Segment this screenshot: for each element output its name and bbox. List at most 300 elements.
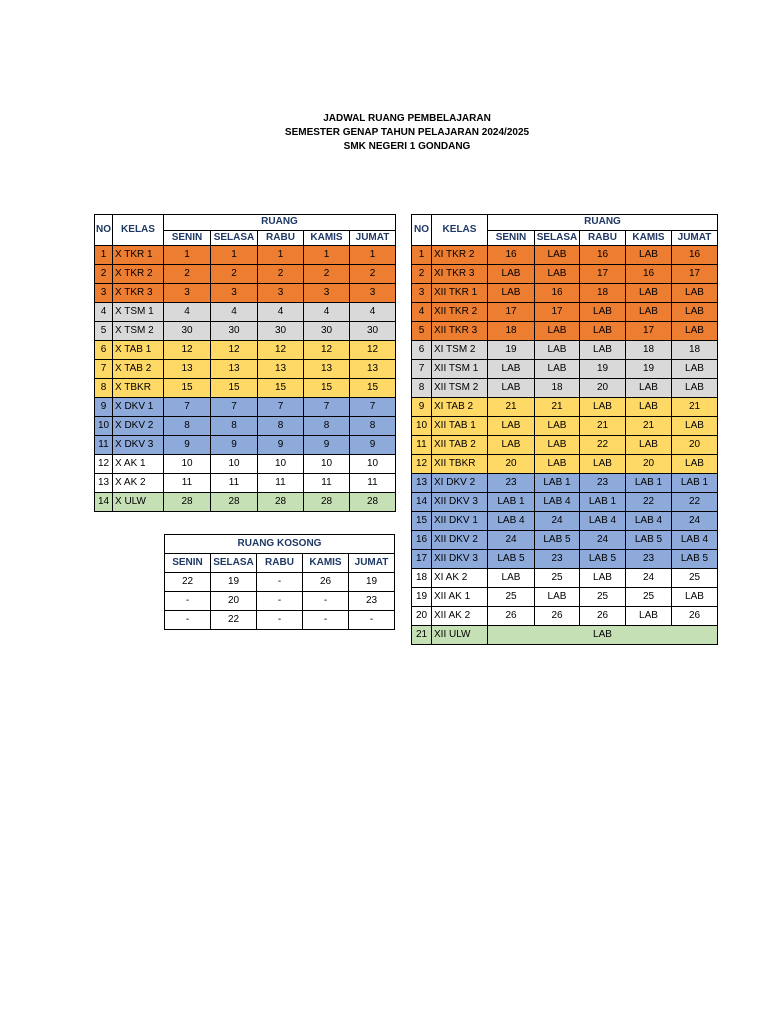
empty-room-cell: - (303, 611, 349, 630)
class-name: XII TKR 1 (432, 284, 488, 303)
header-day: KAMIS (304, 230, 350, 246)
room-cell: LAB (626, 607, 672, 626)
table-row (412, 512, 718, 531)
room-cell: LAB (580, 341, 626, 360)
table-row (95, 474, 396, 493)
room-cell: LAB (488, 626, 718, 645)
empty-room-cell: 22 (165, 573, 211, 592)
schedule-table-right (411, 214, 718, 645)
table-row (95, 379, 396, 398)
room-cell: LAB (672, 322, 718, 341)
room-cell: 3 (164, 284, 211, 303)
class-name: XII ULW (432, 626, 488, 645)
table-row (412, 284, 718, 303)
room-cell: 26 (672, 607, 718, 626)
room-cell: LAB (488, 360, 535, 379)
row-number: 19 (412, 588, 432, 607)
room-cell: LAB (535, 265, 580, 284)
room-cell: 1 (164, 246, 211, 265)
header-day: KAMIS (626, 230, 672, 246)
room-cell: 13 (350, 360, 396, 379)
class-name: XII TKR 3 (432, 322, 488, 341)
row-number: 9 (412, 398, 432, 417)
room-cell: LAB 5 (535, 531, 580, 550)
room-cell: LAB (626, 246, 672, 265)
class-name: XII DKV 3 (432, 493, 488, 512)
room-cell: 21 (580, 417, 626, 436)
room-cell: 9 (211, 436, 258, 455)
room-cell: 2 (211, 265, 258, 284)
class-name: XII AK 1 (432, 588, 488, 607)
room-cell: 24 (672, 512, 718, 531)
row-number: 1 (95, 246, 113, 265)
table-row (412, 493, 718, 512)
room-cell: 12 (350, 341, 396, 360)
room-cell: 22 (672, 493, 718, 512)
room-cell: 7 (211, 398, 258, 417)
room-cell: LAB (488, 379, 535, 398)
room-cell: 19 (488, 341, 535, 360)
header-ruang: RUANG (488, 215, 718, 231)
row-number: 12 (412, 455, 432, 474)
table-row (412, 398, 718, 417)
room-cell: 8 (304, 417, 350, 436)
row-number: 11 (412, 436, 432, 455)
room-cell: 15 (164, 379, 211, 398)
header-kelas: KELAS (113, 215, 164, 246)
table-row (412, 588, 718, 607)
room-cell: 7 (350, 398, 396, 417)
room-cell: 1 (350, 246, 396, 265)
room-cell: 10 (304, 455, 350, 474)
row-number: 4 (95, 303, 113, 322)
room-cell: 12 (164, 341, 211, 360)
table-row (412, 322, 718, 341)
room-cell: LAB (580, 322, 626, 341)
class-name: XII TAB 1 (432, 417, 488, 436)
header-kelas: KELAS (432, 215, 488, 246)
header-no: NO (412, 215, 432, 246)
room-cell: 4 (350, 303, 396, 322)
row-number: 21 (412, 626, 432, 645)
room-cell: 16 (672, 246, 718, 265)
class-name: XI TKR 2 (432, 246, 488, 265)
room-cell: LAB (488, 569, 535, 588)
room-cell: 7 (304, 398, 350, 417)
class-name: X TAB 1 (113, 341, 164, 360)
room-cell: LAB (626, 303, 672, 322)
room-cell: 10 (211, 455, 258, 474)
row-number: 10 (95, 417, 113, 436)
room-cell: LAB (535, 341, 580, 360)
room-cell: 30 (304, 322, 350, 341)
room-cell: LAB (580, 398, 626, 417)
room-cell: 11 (211, 474, 258, 493)
room-cell: 26 (580, 607, 626, 626)
empty-room-cell: - (257, 611, 303, 630)
room-cell: LAB (626, 398, 672, 417)
table-row (412, 246, 718, 265)
room-cell: LAB 4 (535, 493, 580, 512)
room-cell: 21 (672, 398, 718, 417)
room-cell: 21 (535, 398, 580, 417)
room-cell: 2 (164, 265, 211, 284)
row-number: 3 (412, 284, 432, 303)
room-cell: 13 (304, 360, 350, 379)
room-cell: 25 (488, 588, 535, 607)
room-cell: LAB (488, 417, 535, 436)
room-cell: 20 (580, 379, 626, 398)
room-cell: 15 (258, 379, 304, 398)
class-name: XII TSM 2 (432, 379, 488, 398)
room-cell: 18 (535, 379, 580, 398)
room-cell: 23 (535, 550, 580, 569)
room-cell: 13 (211, 360, 258, 379)
schedule-table-left (94, 214, 396, 512)
document-title (0, 112, 768, 154)
table-row (95, 265, 396, 284)
room-cell: 3 (304, 284, 350, 303)
room-cell: 8 (211, 417, 258, 436)
room-cell: 8 (350, 417, 396, 436)
class-name: XII DKV 1 (432, 512, 488, 531)
room-cell: 12 (304, 341, 350, 360)
empty-room-cell: - (257, 573, 303, 592)
room-cell: 2 (350, 265, 396, 284)
header-day: SENIN (488, 230, 535, 246)
table-row (412, 341, 718, 360)
room-cell: 15 (211, 379, 258, 398)
room-cell: 1 (258, 246, 304, 265)
room-cell: 12 (258, 341, 304, 360)
room-cell: 30 (350, 322, 396, 341)
room-cell: 11 (164, 474, 211, 493)
room-cell: LAB (672, 360, 718, 379)
class-name: XII DKV 2 (432, 531, 488, 550)
room-cell: 22 (580, 436, 626, 455)
room-cell: 9 (350, 436, 396, 455)
table-row (95, 322, 396, 341)
room-cell: LAB 5 (488, 550, 535, 569)
room-cell: 7 (258, 398, 304, 417)
room-cell: 17 (488, 303, 535, 322)
class-name: X TSM 1 (113, 303, 164, 322)
row-number: 4 (412, 303, 432, 322)
room-cell: LAB 1 (626, 474, 672, 493)
table-row (412, 360, 718, 379)
room-cell: 16 (535, 284, 580, 303)
room-cell: LAB (488, 436, 535, 455)
table-row (412, 417, 718, 436)
room-cell: 20 (626, 455, 672, 474)
room-cell: LAB (535, 322, 580, 341)
row-number: 8 (95, 379, 113, 398)
table-row (412, 265, 718, 284)
row-number: 12 (95, 455, 113, 474)
table-row (412, 379, 718, 398)
header-day: JUMAT (672, 230, 718, 246)
room-cell: LAB (535, 455, 580, 474)
class-name: X TKR 3 (113, 284, 164, 303)
class-name: X TKR 1 (113, 246, 164, 265)
header-ruang: RUANG (164, 215, 396, 231)
room-cell: LAB 4 (488, 512, 535, 531)
room-cell: 18 (672, 341, 718, 360)
room-cell: LAB 5 (626, 531, 672, 550)
room-cell: 3 (211, 284, 258, 303)
room-cell: 25 (672, 569, 718, 588)
table-row (95, 341, 396, 360)
empty-rooms-table (164, 534, 395, 630)
row-number: 9 (95, 398, 113, 417)
class-name: XII DKV 3 (432, 550, 488, 569)
table-row (412, 436, 718, 455)
row-number: 11 (95, 436, 113, 455)
class-name: X DKV 3 (113, 436, 164, 455)
room-cell: LAB (535, 436, 580, 455)
room-cell: 26 (488, 607, 535, 626)
table-row (165, 611, 395, 630)
room-cell: 20 (488, 455, 535, 474)
room-cell: 25 (535, 569, 580, 588)
row-number: 3 (95, 284, 113, 303)
table-row (95, 246, 396, 265)
room-cell: 8 (164, 417, 211, 436)
room-cell: 1 (304, 246, 350, 265)
room-cell: 17 (535, 303, 580, 322)
room-cell: 16 (488, 246, 535, 265)
table-row (412, 455, 718, 474)
room-cell: 28 (304, 493, 350, 512)
empty-room-cell: - (165, 592, 211, 611)
room-cell: LAB 1 (535, 474, 580, 493)
header-day: SENIN (165, 554, 211, 573)
room-cell: LAB 1 (488, 493, 535, 512)
room-cell: 2 (304, 265, 350, 284)
table-row (95, 417, 396, 436)
room-cell: LAB (626, 284, 672, 303)
row-number: 14 (95, 493, 113, 512)
room-cell: 23 (626, 550, 672, 569)
room-cell: LAB (672, 284, 718, 303)
room-cell: 24 (488, 531, 535, 550)
table-row (412, 474, 718, 493)
class-name: X TSM 2 (113, 322, 164, 341)
room-cell: 30 (164, 322, 211, 341)
row-number: 8 (412, 379, 432, 398)
room-cell: 8 (258, 417, 304, 436)
room-cell: LAB (672, 455, 718, 474)
table-row (412, 531, 718, 550)
room-cell: 28 (164, 493, 211, 512)
room-cell: 19 (580, 360, 626, 379)
room-cell: LAB 4 (580, 512, 626, 531)
row-number: 17 (412, 550, 432, 569)
room-cell: 23 (580, 474, 626, 493)
room-cell: LAB 1 (672, 474, 718, 493)
empty-room-cell: 19 (211, 573, 257, 592)
class-name: XII TAB 2 (432, 436, 488, 455)
row-number: 5 (95, 322, 113, 341)
table-row (95, 493, 396, 512)
header-day: RABU (580, 230, 626, 246)
room-cell: 16 (626, 265, 672, 284)
row-number: 6 (95, 341, 113, 360)
empty-room-cell: 26 (303, 573, 349, 592)
row-number: 13 (412, 474, 432, 493)
header-no: NO (95, 215, 113, 246)
header-day: KAMIS (303, 554, 349, 573)
room-cell: LAB (488, 284, 535, 303)
title-line-2: SEMESTER GENAP TAHUN PELAJARAN 2024/2025 (284, 127, 530, 138)
row-number: 2 (95, 265, 113, 284)
room-cell: 11 (258, 474, 304, 493)
class-name: X AK 1 (113, 455, 164, 474)
room-cell: 22 (626, 493, 672, 512)
table-row (412, 569, 718, 588)
class-name: XII TBKR (432, 455, 488, 474)
room-cell: 18 (580, 284, 626, 303)
class-name: X TBKR (113, 379, 164, 398)
header-day: RABU (258, 230, 304, 246)
empty-room-cell: 23 (349, 592, 395, 611)
room-cell: 15 (304, 379, 350, 398)
room-cell: 11 (304, 474, 350, 493)
class-name: XII AK 2 (432, 607, 488, 626)
empty-room-cell: 19 (349, 573, 395, 592)
empty-room-cell: - (349, 611, 395, 630)
row-number: 1 (412, 246, 432, 265)
room-cell: 30 (258, 322, 304, 341)
class-name: XII TKR 2 (432, 303, 488, 322)
room-cell: LAB 5 (672, 550, 718, 569)
empty-room-cell: - (257, 592, 303, 611)
room-cell: 25 (626, 588, 672, 607)
class-name: X TKR 2 (113, 265, 164, 284)
room-cell: LAB 5 (580, 550, 626, 569)
header-day: SELASA (211, 554, 257, 573)
room-cell: LAB 4 (626, 512, 672, 531)
row-number: 2 (412, 265, 432, 284)
room-cell: 13 (164, 360, 211, 379)
title-line-1: JADWAL RUANG PEMBELAJARAN (323, 113, 491, 124)
table-row (95, 303, 396, 322)
room-cell: 4 (304, 303, 350, 322)
class-name: XII TSM 1 (432, 360, 488, 379)
row-number: 5 (412, 322, 432, 341)
class-name: XI AK 2 (432, 569, 488, 588)
room-cell: 4 (258, 303, 304, 322)
room-cell: 28 (258, 493, 304, 512)
room-cell: LAB (672, 303, 718, 322)
table-row (165, 592, 395, 611)
header-day: SELASA (211, 230, 258, 246)
row-number: 13 (95, 474, 113, 493)
table-row (95, 284, 396, 303)
room-cell: LAB 1 (580, 493, 626, 512)
empty-room-cell: - (165, 611, 211, 630)
empty-rooms-title: RUANG KOSONG (165, 535, 395, 554)
room-cell: 20 (672, 436, 718, 455)
table-row (95, 455, 396, 474)
room-cell: 24 (535, 512, 580, 531)
header-day: JUMAT (350, 230, 396, 246)
room-cell: 24 (626, 569, 672, 588)
room-cell: 28 (211, 493, 258, 512)
table-row (412, 550, 718, 569)
room-cell: LAB (488, 265, 535, 284)
table-row (95, 398, 396, 417)
room-cell: 9 (304, 436, 350, 455)
room-cell: 9 (258, 436, 304, 455)
room-cell: LAB (535, 417, 580, 436)
room-cell: 17 (672, 265, 718, 284)
table-row (95, 436, 396, 455)
room-cell: 17 (580, 265, 626, 284)
room-cell: 15 (350, 379, 396, 398)
room-cell: 24 (580, 531, 626, 550)
row-number: 7 (95, 360, 113, 379)
row-number: 20 (412, 607, 432, 626)
class-name: XI TSM 2 (432, 341, 488, 360)
row-number: 16 (412, 531, 432, 550)
room-cell: LAB (580, 303, 626, 322)
row-number: 14 (412, 493, 432, 512)
room-cell: LAB (672, 417, 718, 436)
room-cell: 4 (211, 303, 258, 322)
room-cell: 18 (626, 341, 672, 360)
class-name: X TAB 2 (113, 360, 164, 379)
class-name: XI TKR 3 (432, 265, 488, 284)
table-row (412, 626, 718, 645)
room-cell: LAB (535, 360, 580, 379)
class-name: X ULW (113, 493, 164, 512)
room-cell: LAB (535, 588, 580, 607)
table-row (165, 573, 395, 592)
room-cell: 3 (258, 284, 304, 303)
room-cell: 4 (164, 303, 211, 322)
room-cell: 10 (258, 455, 304, 474)
header-day: RABU (257, 554, 303, 573)
room-cell: 19 (626, 360, 672, 379)
room-cell: 16 (580, 246, 626, 265)
room-cell: 13 (258, 360, 304, 379)
room-cell: 11 (350, 474, 396, 493)
room-cell: 9 (164, 436, 211, 455)
class-name: X AK 2 (113, 474, 164, 493)
row-number: 15 (412, 512, 432, 531)
room-cell: LAB (672, 379, 718, 398)
title-line-3: SMK NEGERI 1 GONDANG (343, 141, 471, 152)
row-number: 7 (412, 360, 432, 379)
header-day: JUMAT (349, 554, 395, 573)
table-row (412, 303, 718, 322)
room-cell: LAB (672, 588, 718, 607)
empty-room-cell: - (303, 592, 349, 611)
room-cell: 12 (211, 341, 258, 360)
room-cell: 7 (164, 398, 211, 417)
empty-room-cell: 20 (211, 592, 257, 611)
room-cell: 21 (488, 398, 535, 417)
header-day: SENIN (164, 230, 211, 246)
room-cell: 17 (626, 322, 672, 341)
room-cell: 2 (258, 265, 304, 284)
room-cell: 25 (580, 588, 626, 607)
row-number: 10 (412, 417, 432, 436)
room-cell: LAB 4 (672, 531, 718, 550)
empty-room-cell: 22 (211, 611, 257, 630)
room-cell: 3 (350, 284, 396, 303)
